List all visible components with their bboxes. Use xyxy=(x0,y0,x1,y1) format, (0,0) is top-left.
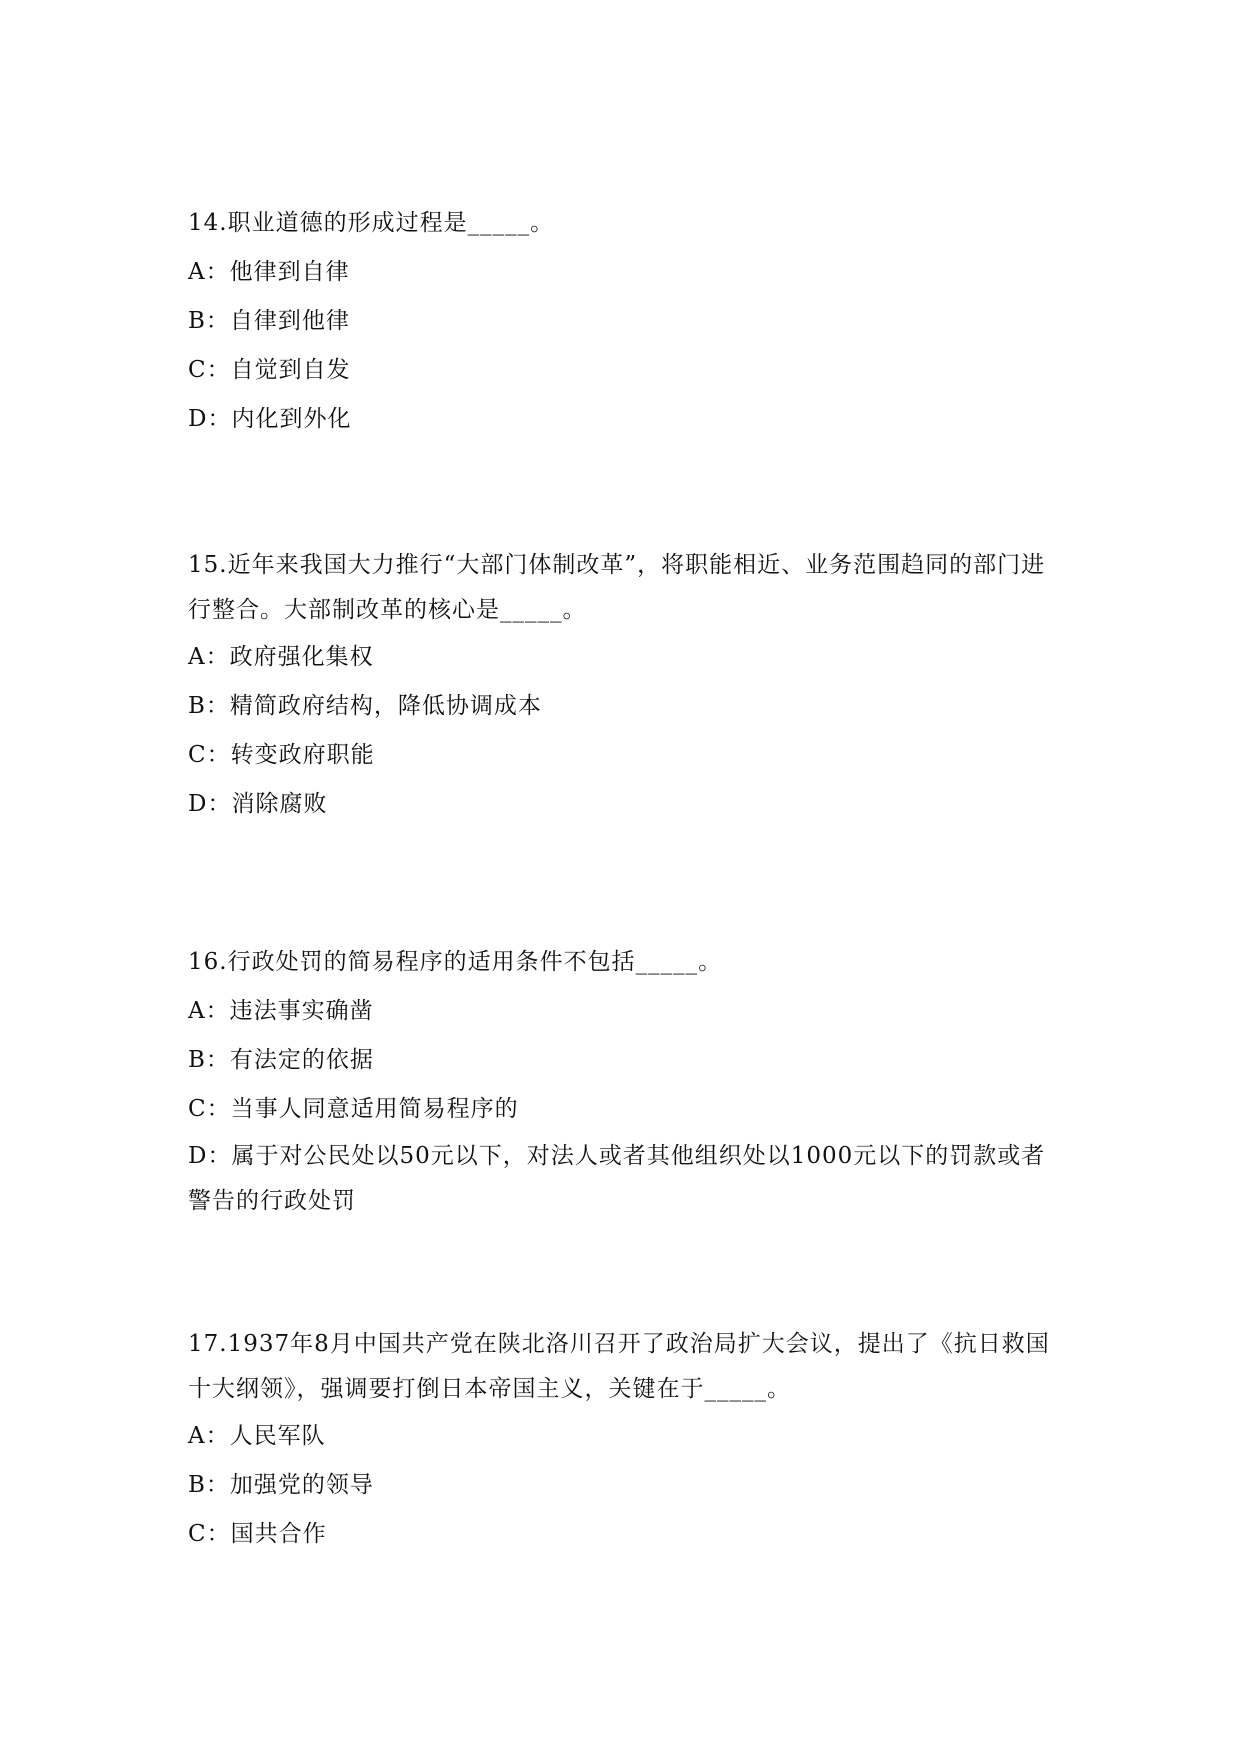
option-c: C：转变政府职能 xyxy=(188,742,375,768)
question-17 xyxy=(188,1322,1058,1559)
option-c: C：当事人同意适用简易程序的 xyxy=(188,1096,519,1122)
option-b: B：自律到他律 xyxy=(188,308,350,334)
option-d: D：属于对公民处以50元以下，对法人或者其他组织处以1000元以下的罚款或者警告的行政处罚 xyxy=(188,1143,1046,1214)
question-stem: 14.职业道德的形成过程是_____。 xyxy=(188,210,555,236)
option-b: B：加强党的领导 xyxy=(188,1472,374,1498)
option-a: A：政府强化集权 xyxy=(188,644,374,670)
question-15 xyxy=(188,543,1058,829)
question-14 xyxy=(188,199,1058,444)
option-b: B：精简政府结构，降低协调成本 xyxy=(188,693,542,719)
question-16 xyxy=(188,938,1058,1224)
question-stem: 16.行政处罚的简易程序的适用条件不包括_____。 xyxy=(188,949,723,975)
option-c: C：自觉到自发 xyxy=(188,357,351,383)
option-d: D：内化到外化 xyxy=(188,406,352,432)
question-stem: 15.近年来我国大力推行“大部门体制改革”，将职能相近、业务范围趋同的部门进行整合。大部制改革的核心是_____。 xyxy=(188,552,1046,623)
option-a: A：违法事实确凿 xyxy=(188,998,374,1024)
option-b: B：有法定的依据 xyxy=(188,1047,374,1073)
option-d: D：消除腐败 xyxy=(188,791,328,817)
option-a: A：他律到自律 xyxy=(188,259,350,285)
question-stem: 17.1937年8月中国共产党在陕北洛川召开了政治局扩大会议，提出了《抗日救国十大纲领》，强调要打倒日本帝国主义，关键在于_____。 xyxy=(188,1331,1050,1402)
option-a: A：人民军队 xyxy=(188,1423,326,1449)
option-c: C：国共合作 xyxy=(188,1521,327,1547)
